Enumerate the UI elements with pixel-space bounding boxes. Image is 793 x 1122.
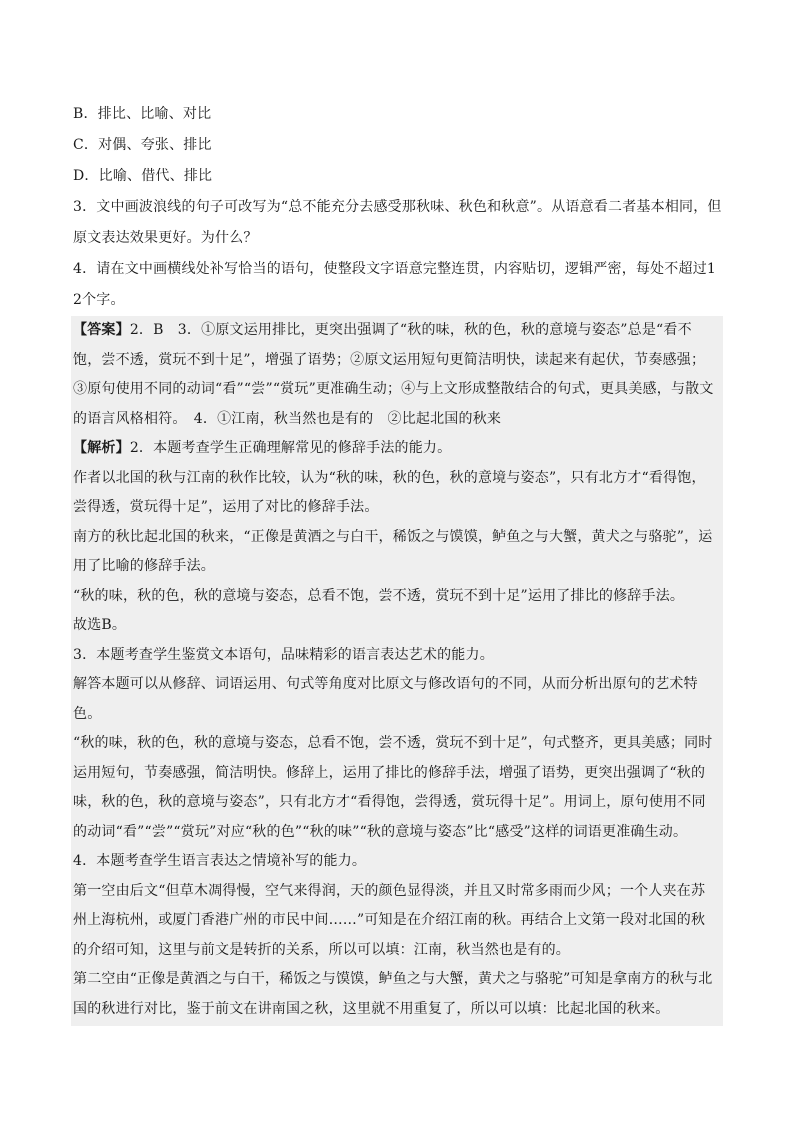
question-3: 3．文中画波浪线的句子可改写为“总不能充分去感受那秋味、秋色和秋意”。从语意看二者基本相同，但原文表达效果更好。为什么？ (73, 199, 722, 246)
document-body (73, 99, 723, 1026)
analysis-label: 【解析】 (73, 440, 130, 456)
analysis-paragraph: 解答本题可以从修辞、词语运用、句式等角度对比原文与修改语句的不同，从而分析出原句的艺术特色。 (73, 676, 698, 722)
answer-text: 2．B 3．①原文运用排比，更突出强调了“秋的味，秋的色，秋的意境与姿态”总是“看不饱，尝不透，赏玩不到十足”，增强了语势；②原文运用短句更简洁明快，读起来有起伏，节奏感强；③原句使用不同的动词“看”“尝”“赏玩”更准确生动；④与上文形成整散结合的句式，更具美感，与散文的语言风格相符。 4．①江南，秋当然也是有的 ②比起北国的秋来 (73, 322, 714, 427)
answer-paragraph (73, 316, 717, 434)
analysis-paragraph: 4．本题考查学生语言表达之情境补写的能力。 (73, 853, 367, 869)
analysis-paragraph: 第一空由后文“但草木凋得慢，空气来得润，天的颜色显得淡，并且又时常多雨而少风；一个人夹在苏州上海杭州，或厦门香港广州的市民中间……”可知是在介绍江南的秋。再结合上文第一段对北国的秋的介绍可知，这里与前文是转折的关系，所以可以填：江南，秋当然也是有的。 (73, 882, 706, 958)
analysis-paragraph: 故选B。 (73, 617, 127, 633)
analysis-paragraph: “秋的味，秋的色，秋的意境与姿态，总看不饱，尝不透，赏玩不到十足”，句式整齐，更具美感；同时运用短句，节奏感强，简洁明快。修辞上，运用了排比的修辞手法，增强了语势，更突出强调了“秋的味，秋的色，秋的意境与姿态”，只有北方才“看得饱，尝得透，赏玩得十足”。用词上，原句使用不同的动词“看”“尝”“赏玩”对应“秋的色”“秋的味”“秋的意境与姿态”比“感受”这样的词语更准确生动。 (73, 735, 713, 840)
analysis-first (73, 434, 717, 464)
analysis-paragraph: 作者以北国的秋与江南的秋作比较，认为“秋的味，秋的色，秋的意境与姿态”，只有北方才“看得饱，尝得透，赏玩得十足”，运用了对比的修辞手法。 (73, 469, 706, 515)
analysis-paragraph: “秋的味，秋的色，秋的意境与姿态，总看不饱，尝不透，赏玩不到十足”运用了排比的修辞手法。 (73, 587, 685, 604)
analysis-paragraph: 第二空由“正像是黄酒之与白干，稀饭之与馍馍，鲈鱼之与大蟹，黄犬之与骆驼”可知是拿南方的秋与北国的秋进行对比，鉴于前文在讲南国之秋，这里就不用重复了，所以可以填：比起北国的秋来。 (73, 971, 713, 1017)
question-4: 4．请在文中画横线处补写恰当的语句，使整段文字语意完整连贯，内容贴切，逻辑严密，每处不超过12个字。 (73, 261, 717, 308)
analysis-first-text: 2．本题考查学生正确理解常见的修辞手法的能力。 (129, 440, 452, 456)
analysis-paragraph: 南方的秋比起北国的秋来，“正像是黄酒之与白干，稀饭之与馍馍，鲈鱼之与大蟹，黄犬之与骆驼”，运用了比喻的修辞手法。 (73, 528, 713, 574)
option-c: C．对偶、夸张、排比 (73, 137, 212, 153)
option-d: D．比喻、借代、排比 (73, 168, 213, 184)
analysis-paragraph: 3．本题考查学生鉴赏文本语句，品味精彩的语言表达艺术的能力。 (73, 646, 494, 663)
answer-analysis-block (71, 316, 723, 1026)
answer-label: 【答案】 (73, 322, 130, 338)
option-b: B．排比、比喻、对比 (73, 106, 212, 122)
